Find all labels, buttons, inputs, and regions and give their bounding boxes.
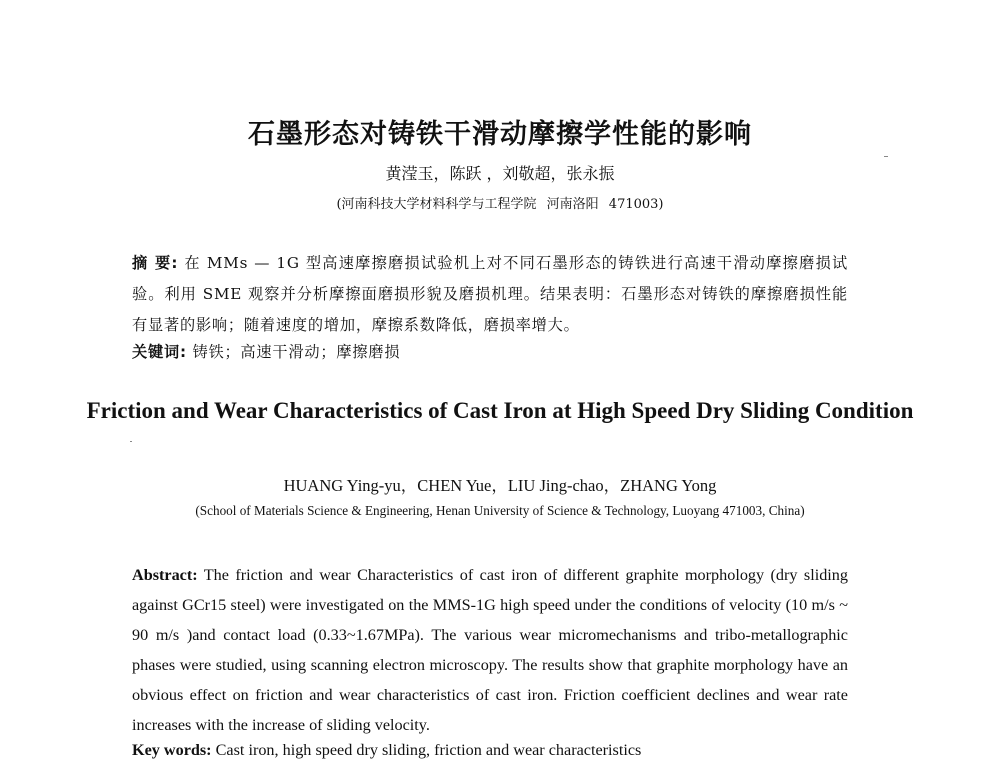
- english-abstract: [132, 560, 848, 740]
- chinese-abstract-text: 在 MMs — 1G 型高速摩擦磨损试验机上对不同石墨形态的铸铁进行高速干滑动摩擦磨损试验。利用 SME 观察并分析摩擦面磨损形貌及磨损机理。结果表明：石墨形态对铸铁的摩擦磨损性能有显著的影响；随着速度的增加，摩擦系数降低，磨损率增大。: [132, 254, 848, 334]
- english-title: Friction and Wear Characteristics of Cast Iron at High Speed Dry Sliding Condition: [86, 398, 914, 423]
- chinese-affiliation: (河南科技大学材料科学与工程学院 河南洛阳 471003): [336, 197, 664, 212]
- chinese-abstract-label: 摘 要:: [132, 254, 179, 272]
- english-authors: HUANG Ying-yu，CHEN Yue，LIU Jing-chao，ZHANG Yong: [283, 476, 717, 495]
- scan-speck: [884, 156, 888, 157]
- chinese-keywords: [132, 340, 848, 364]
- chinese-title: 石墨形态对铸铁干滑动摩擦学性能的影响: [248, 119, 752, 150]
- english-abstract-label: Abstract:: [132, 566, 198, 584]
- chinese-authors: 黄滢玉，陈跃 ，刘敬超，张永振: [385, 164, 615, 183]
- chinese-abstract: [132, 248, 848, 341]
- chinese-keywords-label: 关键词:: [132, 343, 187, 361]
- chinese-keywords-text: 铸铁；高速干滑动；摩擦磨损: [186, 343, 401, 361]
- english-keywords-label: Key words:: [132, 741, 212, 759]
- english-abstract-text: The friction and wear Characteristics of cast iron of different graphite morphology (dry sliding against GCr15 steel) were investigated on the MMS-1G high speed under the conditions of velocity (10 m/s ~ 90 m/s )and contact load (0.33~1.67MPa). The various wear micromechanisms and tribo-metallographic phases were studied, using scanning electron microscopy. The results show that graphite morphology have an obvious effect on friction and wear characteristics of cast iron. Friction coefficient declines and wear rate increases with the increase of sliding velocity.: [132, 566, 848, 734]
- scan-speck: [130, 441, 132, 442]
- english-keywords: [132, 738, 848, 762]
- english-keywords-text: Cast iron, high speed dry sliding, friction and wear characteristics: [211, 741, 642, 759]
- english-affiliation: (School of Materials Science & Engineering, Henan University of Science & Technology, Luoyang 471003, China): [195, 503, 805, 518]
